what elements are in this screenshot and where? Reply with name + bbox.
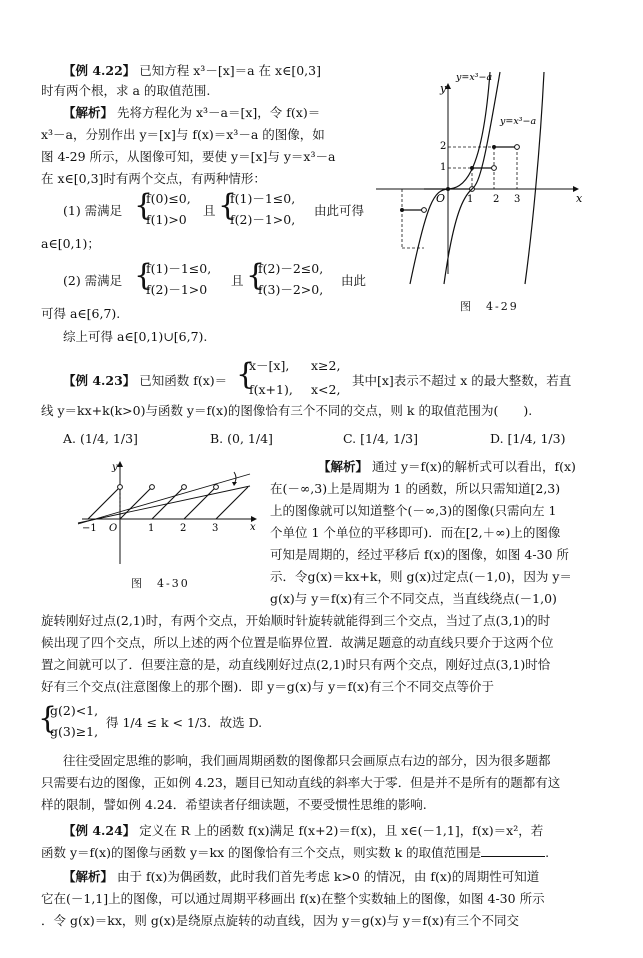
system-line-1: g(2)<1, — [50, 703, 99, 718]
case-1-prefix: (1) 需满足 — [63, 203, 123, 218]
option-c: C. [1/4, 1/3] — [343, 431, 418, 446]
origin-label: O — [109, 523, 118, 534]
case-2-and: 且 — [231, 273, 244, 288]
example-4-22-solution-line-3: 图 4-29 所示，从图像可知，要使 y＝[x]与 y＝x³－a — [41, 149, 336, 164]
y-axis-label: y — [112, 462, 118, 473]
option-d: D. [1/4, 1/3) — [490, 431, 566, 446]
system-conclusion: 得 1/4 ≤ k < 1/3．故选 D. — [106, 715, 263, 730]
tick-x-1: 1 — [467, 194, 474, 205]
example-4-23-solution-line-9: 候出现了四个交点，所以上述的两个位置是临界位置．故满足题意的动直线只要介于这两个位 — [41, 635, 554, 650]
question-text: 函数 y＝f(x)的图像与函数 y＝kx 的图像恰有三个交点，则实数 k 的取值范围是 — [41, 845, 482, 860]
question-text: 定义在 R 上的函数 f(x)满足 f(x+2)＝f(x)，且 x∈(－1,1]，f(x)＝x²，若 — [139, 823, 544, 838]
rotating-lines — [78, 472, 250, 524]
case-1-cond-a: f(0)≤0, — [146, 191, 191, 206]
solution-text: 由于 f(x)为偶函数，此时我们首先考虑 k>0 的情况，由 f(x)的周期性可知道 — [117, 869, 540, 884]
example-4-23-question-line-2: 线 y＝kx+k(k>0)与函数 y＝f(x)的图像恰有三个不同的交点，则 k 的取值范围为( ). — [41, 403, 533, 418]
case-1-suffix: 由此可得 — [314, 203, 365, 218]
note-line-2: 只需要右边的图像，正如例 4.23，题目已知动直线的斜率大于零．但是并不是所有的题都有这 — [41, 775, 561, 790]
tick-x-minus-1: −1 — [82, 523, 97, 534]
note-line-3: 样的限制，譬如例 4.24．希望读者仔细读题，不要受惯性思维的影响. — [41, 797, 427, 812]
brace: { — [38, 701, 58, 736]
rotation-arrow-icon — [232, 482, 237, 486]
example-4-22-solution-line-4: 在 x∈[0,3]时有两个交点，有两种情形： — [41, 171, 266, 186]
brace: { — [236, 357, 256, 392]
case-1-result: a∈[0,1)； — [41, 236, 100, 251]
example-4-23-solution-line-10: 置之间就可以了．但要注意的是，动直线刚好过点(2,1)时只有两个交点，刚好过点(3,1)时恰 — [41, 657, 551, 672]
curve-label-top: y=x³−a — [456, 72, 493, 83]
example-4-23-solution-line-2: 在(－∞,3)上是周期为 1 的函数，所以只需知道[2,3) — [270, 481, 561, 496]
solution-text: 通过 y＝f(x)的解析式可以看出，f(x) — [372, 459, 576, 474]
example-label: 【例 4.24】 — [63, 823, 136, 838]
option-a: A. (1/4, 1/3] — [63, 431, 138, 446]
tick-y-1: 1 — [440, 162, 447, 173]
tick-y-2: 2 — [440, 141, 447, 152]
x-axis-label: x — [576, 192, 583, 205]
piecewise-2: f(x+1), — [249, 382, 293, 397]
solution-text: 先将方程化为 x³－a＝[x]，令 f(x)＝ — [117, 105, 321, 120]
example-4-23-solution-line-5: 可知是周期的，经过平移后 f(x)的图像，如图 4-30 所 — [270, 547, 569, 562]
example-4-24-solution-line-1 — [63, 868, 539, 886]
example-4-23-question-suffix: 其中[x]表示不超过 x 的最大整数，若直 — [352, 373, 572, 388]
summary: 综上可得 a∈[0,1)∪[6,7). — [63, 329, 208, 344]
example-4-24-solution-line-3: ．令 g(x)＝kx，则 g(x)是绕原点旋转的动直线，因为 y＝g(x)与 y＝f(x)有三个不同交 — [41, 913, 519, 928]
figure-4-30 — [74, 456, 260, 571]
brace: { — [134, 258, 154, 293]
case-2-cond-a: f(1)－1≤0, — [146, 261, 212, 276]
example-4-23-solution-line-11: 好有三个交点(注意图像上的那个圈)．即 y＝g(x)与 y＝f(x)有三个不同交点等价于 — [41, 679, 495, 694]
note-line-1: 往往受固定思维的影响，我们画周期函数的图像都只会画原点右边的部分，因为很多题都 — [63, 753, 551, 768]
example-4-22-question-line-1 — [63, 62, 321, 80]
case-2-cond-b: f(2)－1>0 — [146, 282, 208, 297]
brace: { — [218, 188, 238, 223]
origin-label: O — [436, 192, 446, 205]
open-endpoints — [118, 485, 219, 490]
case-2-cond-c: f(2)－2≤0, — [258, 261, 324, 276]
answer-blank — [481, 844, 545, 857]
example-4-23-solution-line-8: 旋转刚好过点(2,1)时，有两个交点，开始顺时针旋转就能得到三个交点，当过了点(3,1)的时 — [41, 613, 551, 628]
example-4-22-question-line-2: 时有两个根，求 a 的取值范围. — [41, 83, 211, 98]
piecewise-2-condition: x<2, — [311, 382, 341, 397]
example-4-23-solution-line-7: g(x)与 y＝f(x)有三个不同交点，当直线绕点(－1,0) — [270, 591, 557, 606]
example-label: 【例 4.23】 — [63, 373, 136, 388]
case-2-result: 可得 a∈[6,7). — [41, 306, 121, 321]
tick-x-2: 2 — [180, 523, 187, 534]
case-2-suffix: 由此 — [341, 273, 367, 288]
floor-function-steps — [402, 147, 517, 210]
figure-4-30-caption: 图 4-30 — [131, 577, 190, 590]
example-4-22-solution-line-2: x³－a，分别作出 y＝[x]与 f(x)＝x³－a 的图像，如 — [41, 127, 325, 142]
system-line-2: g(3)≥1, — [50, 724, 99, 739]
case-1-and: 且 — [203, 203, 216, 218]
example-4-24-solution-line-2: 它在(－1,1]上的图像，可以通过周期平移画出 f(x)在整个实数轴上的图像，如图 4-30 所示 — [41, 891, 545, 906]
solution-label: 【解析】 — [63, 869, 114, 884]
solution-label: 【解析】 — [318, 459, 369, 474]
example-label: 【例 4.22】 — [63, 63, 136, 78]
case-2-prefix: (2) 需满足 — [63, 273, 123, 288]
figure-4-29 — [372, 62, 612, 292]
question-text: 已知方程 x³－[x]＝a 在 x∈[0,3] — [139, 63, 321, 78]
tick-x-1: 1 — [148, 523, 155, 534]
case-1-cond-c: f(1)－1≤0, — [230, 191, 296, 206]
curve-label-mid: y=x³−a — [500, 116, 537, 127]
y-axis-label: y — [440, 82, 447, 95]
case-1-cond-d: f(2)－1>0, — [230, 212, 296, 227]
brace: { — [134, 188, 154, 223]
option-b: B. (0, 1/4] — [210, 431, 273, 446]
piecewise-1: x－[x], — [249, 358, 290, 373]
example-4-23-question-prefix — [63, 372, 227, 390]
piecewise-1-condition: x≥2, — [311, 358, 341, 373]
case-2-cond-d: f(3)－2>0, — [258, 282, 324, 297]
case-1-cond-b: f(1)>0 — [146, 212, 187, 227]
curve-y-x3-minus-a-right — [525, 72, 544, 284]
brace: { — [246, 258, 266, 293]
question-text: 已知函数 f(x)＝ — [139, 373, 228, 388]
tick-x-3: 3 — [212, 523, 219, 534]
example-4-23-solution-line-1 — [318, 458, 576, 476]
tick-x-3: 3 — [514, 194, 521, 205]
example-4-22-solution-line-1 — [63, 104, 320, 122]
example-4-23-solution-line-6: 示．令g(x)＝kx+k，则 g(x)过定点(－1,0)，因为 y＝ — [270, 569, 572, 584]
example-4-24-question-line-1 — [63, 822, 543, 840]
example-4-24-question-line-2 — [41, 844, 549, 862]
question-end: . — [545, 845, 550, 860]
solution-label: 【解析】 — [63, 105, 114, 120]
tick-x-2: 2 — [493, 194, 500, 205]
figure-4-29-caption: 图 4-29 — [460, 300, 519, 313]
example-4-23-solution-line-3: 上的图像就可以知道整个(－∞,3)的图像(只需向左 1 — [270, 503, 557, 518]
example-4-23-solution-line-4: 个单位 1 个单位的平移即可)．而在[2,＋∞)上的图像 — [270, 525, 561, 540]
x-axis-label: x — [250, 522, 256, 533]
dashed-guides — [402, 147, 517, 248]
